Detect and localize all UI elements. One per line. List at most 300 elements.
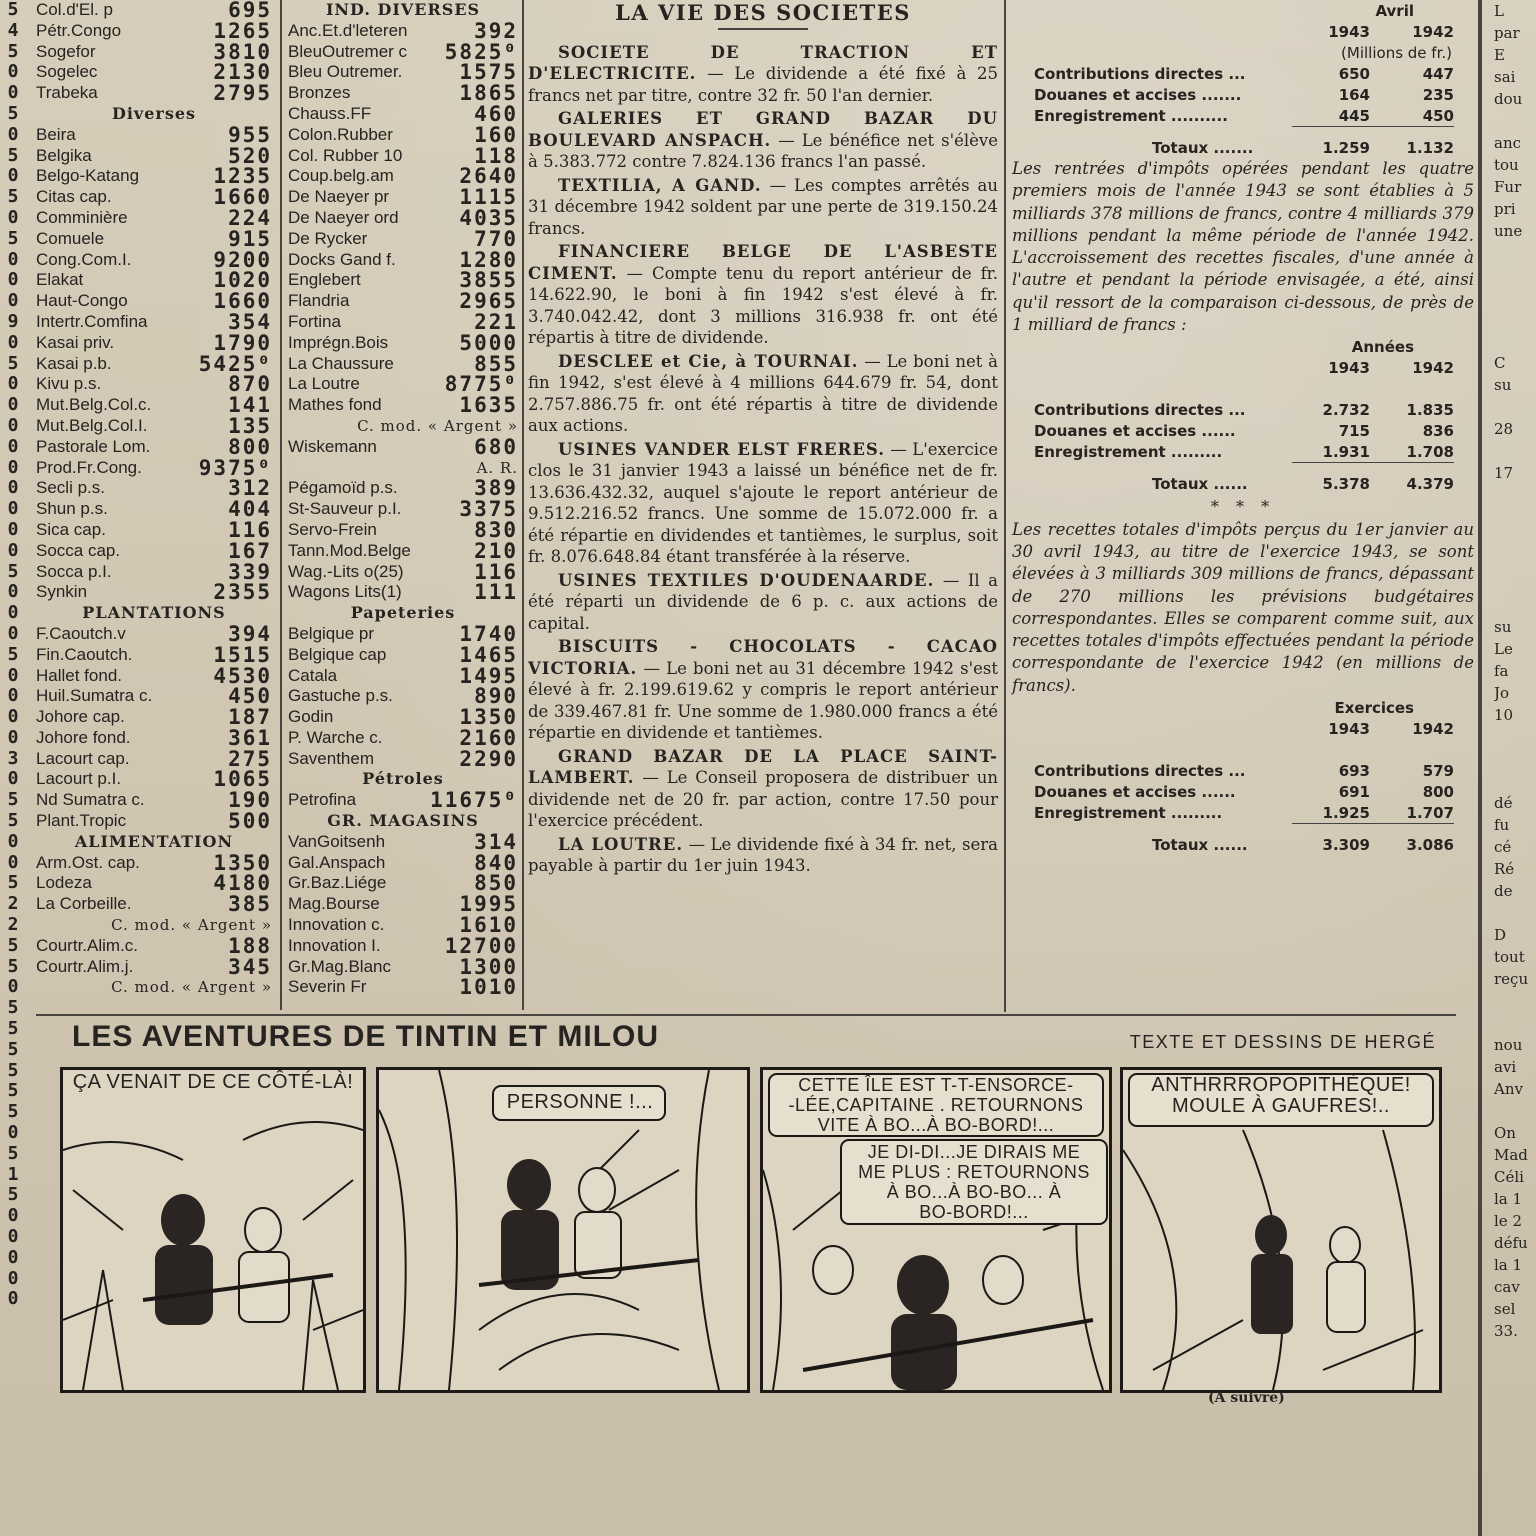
cut-text-fragment <box>1494 594 1536 616</box>
stock-row <box>36 18 272 43</box>
company-name: USINES VANDER ELST FRERES. <box>558 439 885 459</box>
value-cell: 693 <box>1338 762 1370 781</box>
stock-row <box>36 309 272 334</box>
stock-row <box>288 873 518 894</box>
stock-row <box>36 205 272 230</box>
stock-name: Gr.Mag.Blanc <box>288 956 391 976</box>
stock-name: Flandria <box>288 291 350 311</box>
stock-row <box>36 122 272 147</box>
stock-name: Sogelec <box>36 62 98 82</box>
cut-neighbour-column <box>1494 0 1536 1536</box>
cut-text-fragment: 17 <box>1494 464 1514 482</box>
table-row <box>1012 420 1474 441</box>
table-row <box>1012 760 1474 781</box>
cut-text-fragment: tou <box>1494 156 1519 174</box>
stock-name: Comminière <box>36 207 128 227</box>
stock-row <box>288 309 518 334</box>
stock-name: P. Warche c. <box>288 727 383 747</box>
stock-price: 224 <box>228 205 272 230</box>
bubble-line: VITE À BO...À BO-BORD!... <box>817 1115 1055 1135</box>
stock-name: Secli p.s. <box>36 478 105 498</box>
stock-price: 1020 <box>213 268 272 293</box>
stock-name: St-Sauveur p.I. <box>288 499 402 519</box>
stock-row <box>288 434 518 459</box>
stock-name: Prod.Fr.Cong. <box>36 457 142 477</box>
stock-row <box>36 413 272 438</box>
stock-name: Kivu p.s. <box>36 374 102 394</box>
stock-name: Petrofina <box>288 790 357 810</box>
table-header: Années <box>1351 338 1414 357</box>
stock-name: Innovation c. <box>288 915 385 935</box>
stock-name: BleuOutremer c <box>288 41 408 61</box>
cut-text-fragment <box>1494 748 1536 770</box>
stock-price: 1350 <box>459 705 518 730</box>
year-label: 1942 <box>1412 720 1454 739</box>
company-name: TEXTILIA, A GAND. <box>558 175 762 195</box>
stock-name: Hallet fond. <box>36 665 122 685</box>
cut-text-fragment: pri <box>1494 200 1516 218</box>
stock-row <box>36 725 272 750</box>
row-label: Contributions directes ... <box>1034 65 1246 83</box>
comic-panel-4 <box>1120 1067 1442 1393</box>
cut-text-fragment <box>1494 770 1536 792</box>
stock-name: Belgique cap <box>288 644 387 664</box>
stock-row <box>288 205 518 230</box>
row-label: Douanes et accises ...... <box>1034 783 1236 802</box>
stock-name: Mut.Belg.Col.I. <box>36 415 148 435</box>
stock-name: Kasai priv. <box>36 332 115 352</box>
stock-name: F.Caoutch.v <box>36 623 126 643</box>
stock-price: 187 <box>228 705 272 730</box>
stock-name: Wagons Lits(1) <box>288 582 402 602</box>
stock-row <box>288 829 518 854</box>
stock-price: 2795 <box>213 81 272 106</box>
stock-price: 2640 <box>459 164 518 189</box>
stock-price: 1465 <box>459 642 518 667</box>
section-rule <box>36 1014 1456 1016</box>
spacer <box>1012 378 1474 399</box>
year-label: 1943 <box>1328 359 1370 378</box>
stock-name: Huil.Sumatra c. <box>36 686 153 706</box>
cut-text-fragment: 33. <box>1494 1322 1518 1340</box>
stock-row <box>288 291 518 312</box>
comic-panel-3 <box>760 1067 1112 1393</box>
company-notice <box>528 570 998 635</box>
company-name: GRAND BAZAR DE LA PLACE SAINT-LAMBERT. <box>528 746 998 787</box>
stock-name: Socca p.I. <box>36 561 112 581</box>
stock-row <box>288 247 518 272</box>
stock-name: Haut-Congo <box>36 291 128 311</box>
stock-row <box>36 663 272 688</box>
stock-column-1 <box>36 0 272 998</box>
stock-row <box>36 395 272 416</box>
comic-panel-2 <box>376 1067 750 1393</box>
company-name: BISCUITS - CHOCOLATS - CACAO VICTORIA. <box>528 637 998 678</box>
section-heading: Papeteries <box>350 603 456 623</box>
section-heading: GR. MAGASINS <box>327 811 479 831</box>
total-label: Totaux ....... <box>1152 139 1254 157</box>
total-value: 1.132 <box>1406 139 1454 157</box>
tax-paragraph-2: Les recettes totales d'impôts perçus du 1er janvier au 30 avril 1943, au titre de l'exercice 1943, se sont élevées à 3 milliards 309 millions de francs, dépassant de 270 millions les prévisions budgétaires correspondantes. Elles se comparent comme suit, aux recettes totales d'impôts effectuées pendant la période correspondante de l'exercice 1942 (en millions de francs). <box>1012 519 1474 695</box>
cut-text-fragment: reçu <box>1494 970 1529 988</box>
company-name: SOCIETE DE TRACTION ET D'ELECTRICITE. <box>528 42 998 83</box>
stock-price: 1610 <box>459 913 518 938</box>
speech-bubble: ÇA VENAIT DE CE CÔTÉ-LÀ! <box>72 1071 354 1093</box>
stock-price: 2290 <box>459 746 518 771</box>
stock-row <box>36 894 272 915</box>
stock-row <box>36 351 272 376</box>
company-name: FINANCIERE BELGE DE L'ASBESTE CIMENT. <box>528 242 998 283</box>
cut-text-fragment: Céli <box>1494 1168 1524 1186</box>
stock-row <box>288 790 518 811</box>
row-label: Douanes et accises ....... <box>1034 86 1242 104</box>
stock-name: Mut.Belg.Col.c. <box>36 395 152 415</box>
stock-name: Docks Gand f. <box>288 249 396 269</box>
bubble-line: CETTE ÎLE EST T-T-ENSORCE- <box>798 1075 1074 1095</box>
tax-paragraph-1: Les rentrées d'impôts opérées pendant les quatre premiers mois de l'année 1943 se sont établies à 5 milliards 378 millions de francs, contre 4 milliards 379 millions pendant la même période de l'année 1942. L'accroissement des recettes fiscales, d'une année à l'autre et pendant la période envisagée, a été, ainsi qu'il ressort de la comparaison ci-dessous, de près de 1 milliard de francs : <box>1012 159 1474 335</box>
cut-text-fragment: la 1 <box>1494 1256 1523 1274</box>
value-cell: 1.931 <box>1322 443 1370 462</box>
value-cell: 836 <box>1422 422 1454 441</box>
stock-row <box>36 166 272 187</box>
stock-name: Gastuche p.s. <box>288 686 393 706</box>
stock-price: 111 <box>474 580 518 605</box>
notice-text: — Il a été réparti un dividende de 6 p. c. aux actions de capital. <box>528 570 998 633</box>
stock-price: 1575 <box>459 60 518 85</box>
stock-name: Fin.Caoutch. <box>36 644 133 664</box>
stock-price: 1300 <box>459 954 518 979</box>
stock-row <box>36 954 272 979</box>
year-header <box>1012 718 1474 739</box>
stock-name: La Chaussure <box>288 353 394 373</box>
cut-text-fragment <box>1494 110 1536 132</box>
stock-row <box>36 434 272 459</box>
stock-row <box>288 663 518 688</box>
cut-text-fragment <box>1494 506 1536 528</box>
stock-price: 354 <box>228 309 272 334</box>
stock-name: Sogefor <box>36 41 96 61</box>
stock-row <box>288 18 518 43</box>
stock-price: 1790 <box>213 330 272 355</box>
stock-price: 1635 <box>459 393 518 418</box>
stock-name: Saventhem <box>288 748 374 768</box>
stock-name: Mathes fond <box>288 395 382 415</box>
stock-name: La Loutre <box>288 374 360 394</box>
section-heading: ALIMENTATION <box>74 831 234 851</box>
stock-price: 1660 <box>213 289 272 314</box>
cut-text-fragment: défu <box>1494 1234 1528 1252</box>
stock-price: 5425⁰ <box>198 351 272 376</box>
stock-row <box>36 291 272 312</box>
stock-name: Shun p.s. <box>36 499 108 519</box>
row-label: Contributions directes ... <box>1034 401 1246 420</box>
stock-row <box>288 374 518 395</box>
stock-name: Pétr.Congo <box>36 20 122 40</box>
value-cell: 650 <box>1338 65 1370 83</box>
stock-name: Trabeka <box>36 83 98 103</box>
stock-row <box>288 850 518 875</box>
column-rule <box>1478 0 1482 1536</box>
stock-name: Gal.Anspach <box>288 852 386 872</box>
stock-name: Pégamoïd p.s. <box>288 478 398 498</box>
stock-name: Johore fond. <box>36 727 131 747</box>
stock-name: Citas cap. <box>36 187 112 207</box>
notice-text: — Le dividende a été fixé à 25 francs net par titre, contre 32 fr. 50 l'an dernier. <box>528 64 998 105</box>
stock-price: 167 <box>228 538 272 563</box>
bubble-line: BO-BORD!... <box>919 1202 1029 1222</box>
jungle-drawing <box>63 1070 363 1390</box>
total-value: 4.379 <box>1406 475 1454 494</box>
cut-text-fragment: dé <box>1494 794 1513 812</box>
stock-price: 1280 <box>459 247 518 272</box>
stock-row <box>288 166 518 187</box>
jungle-drawing <box>379 1070 747 1390</box>
stock-price: 800 <box>228 434 272 459</box>
row-label: Enregistrement ......... <box>1034 443 1223 462</box>
stock-price: 4180 <box>213 871 272 896</box>
bubble-line: JE DI-DI...JE DIRAIS ME <box>867 1142 1081 1162</box>
stock-price: 3810 <box>213 39 272 64</box>
company-notice <box>528 746 998 832</box>
row-label: Contributions directes ... <box>1034 762 1246 781</box>
stock-name: Elakat <box>36 270 84 290</box>
stock-name: Imprégn.Bois <box>288 332 389 352</box>
stock-name: Lodeza <box>36 873 92 893</box>
stock-row <box>36 686 272 707</box>
stock-name: Courtr.Alim.c. <box>36 935 139 955</box>
stock-price: 8775⁰ <box>444 372 518 397</box>
year-header <box>1012 357 1474 378</box>
stock-name: Englebert <box>288 270 361 290</box>
value-cell: 1.708 <box>1406 443 1454 462</box>
cut-text-fragment: Ré <box>1494 860 1515 878</box>
to-be-continued: (A suivre) <box>1208 1390 1285 1406</box>
cut-text-fragment: C <box>1494 354 1506 372</box>
cut-text-fragment: Le <box>1494 640 1513 658</box>
cut-column-digits: 5 4 5 0 0 5 0 5 0 5 0 5 0 0 0 9 0 5 0 0 0 0 0 0 0 0 0 5 0 0 0 5 0 0 0 0 3 0 5 5 0 0 5 2 2 5 5 0 5 5 5 5 5 5 0 5 1 5 0 0 0 0 0 <box>7 0 19 1310</box>
stock-row <box>36 455 272 480</box>
stock-name: De Naeyer ord <box>288 207 399 227</box>
stock-row <box>36 270 272 291</box>
stock-name: Socca cap. <box>36 540 121 560</box>
stock-row <box>288 143 518 168</box>
stock-price: 855 <box>474 351 518 376</box>
stock-price: 1065 <box>213 767 272 792</box>
year-label: 1942 <box>1412 359 1454 378</box>
stock-row <box>288 83 518 104</box>
stock-price: 695 <box>228 0 272 22</box>
bubble-line: MOULE À GAUFRES!.. <box>1172 1095 1390 1117</box>
bubble-line: À BO...À BO-BO... À <box>886 1182 1062 1202</box>
stock-name: Mag.Bourse <box>288 894 380 914</box>
stock-row <box>288 330 518 355</box>
stock-price: 830 <box>474 517 518 542</box>
stock-name: Belgo-Katang <box>36 166 140 186</box>
stock-row <box>36 83 272 104</box>
cut-text-fragment <box>1494 990 1536 1012</box>
company-notice <box>528 834 998 877</box>
stock-price: 188 <box>228 933 272 958</box>
stock-price: 9375⁰ <box>198 455 272 480</box>
notice-text: — Les comptes arrêtés au 31 décembre 1942 soldent par une perte de 319.150.24 francs. <box>528 175 998 238</box>
column-rule <box>522 0 524 1010</box>
company-notice <box>528 241 998 349</box>
stock-name: Innovation I. <box>288 935 381 955</box>
stock-row <box>36 538 272 563</box>
value-cell: 450 <box>1422 107 1454 125</box>
stock-name: Sica cap. <box>36 519 106 539</box>
cut-text-fragment: dou <box>1494 90 1523 108</box>
stock-name: Synkin <box>36 582 88 602</box>
cut-text-fragment: tout <box>1494 948 1525 966</box>
stock-price: 3855 <box>459 268 518 293</box>
cut-text-fragment <box>1494 528 1536 550</box>
cut-text-fragment <box>1494 726 1536 748</box>
bubble-line: -LÉE,CAPITAINE . RETOURNONS <box>788 1095 1084 1115</box>
stock-price: 460 <box>474 101 518 126</box>
stock-row <box>36 247 272 272</box>
stock-price: 915 <box>228 226 272 251</box>
value-cell: 2.732 <box>1322 401 1370 420</box>
table-row <box>1012 84 1474 105</box>
stock-row <box>36 850 272 875</box>
company-notice <box>528 175 998 240</box>
stock-price: 118 <box>474 143 518 168</box>
cut-text-fragment: avi <box>1494 1058 1517 1076</box>
stock-price: 1350 <box>213 850 272 875</box>
company-name: DESCLEE et Cie, à TOURNAI. <box>558 351 859 371</box>
cut-text-fragment: 10 <box>1494 706 1514 724</box>
stock-price: 275 <box>228 746 272 771</box>
cut-text-fragment: Anv <box>1494 1080 1523 1098</box>
total-label: Totaux ...... <box>1152 475 1248 494</box>
cut-text-fragment: de <box>1494 882 1513 900</box>
stock-price: 3375 <box>459 497 518 522</box>
stock-price: 389 <box>474 476 518 501</box>
stock-name: Colon.Rubber <box>288 124 393 144</box>
cut-text-fragment: Jo <box>1494 684 1510 702</box>
stock-row <box>288 270 518 291</box>
stock-name: Plant.Tropic <box>36 811 127 831</box>
stock-name: La Corbeille. <box>36 894 132 914</box>
year-label: 1942 <box>1412 23 1454 41</box>
table-row <box>1012 399 1474 420</box>
stock-note: C. mod. « Argent » <box>111 978 272 997</box>
stock-row <box>288 39 518 64</box>
company-name: GALERIES ET GRAND BAZAR DU BOULEVARD ANSPACH. <box>528 109 998 150</box>
stock-row <box>288 122 518 147</box>
cut-text-fragment: le 2 <box>1494 1212 1522 1230</box>
stock-price: 135 <box>228 413 272 438</box>
section-heading: Pétroles <box>362 769 444 789</box>
stock-row <box>288 351 518 376</box>
stock-note: A. R. <box>476 458 518 477</box>
stock-name: Nd Sumatra c. <box>36 790 145 810</box>
value-cell: 164 <box>1338 86 1370 104</box>
cut-text-fragment: su <box>1494 618 1512 636</box>
stock-name: Anc.Et.d'leteren <box>288 20 408 40</box>
year-label: 1943 <box>1328 23 1370 41</box>
section-stars: * * * <box>1210 497 1276 517</box>
stock-name: Lacourt p.I. <box>36 769 122 789</box>
stock-name: Fortina <box>288 311 341 331</box>
stock-name: De Naeyer pr <box>288 187 390 207</box>
comic-title: LES AVENTURES DE TINTIN ET MILOU <box>72 1020 660 1053</box>
stock-name: Beira <box>36 124 76 144</box>
table-row <box>1012 802 1474 823</box>
total-value: 3.309 <box>1322 836 1370 855</box>
value-cell: 715 <box>1338 422 1370 441</box>
stock-name: Belgika <box>36 145 92 165</box>
stock-price: 1740 <box>459 621 518 646</box>
stock-price: 520 <box>228 143 272 168</box>
stock-name: Tann.Mod.Belge <box>288 540 411 560</box>
cut-text-fragment <box>1494 572 1536 594</box>
stock-price: 392 <box>474 18 518 43</box>
total-label: Totaux ...... <box>1152 836 1248 855</box>
cut-text-fragment <box>1494 902 1536 924</box>
value-cell: 579 <box>1422 762 1454 781</box>
stock-row <box>288 894 518 915</box>
stock-row <box>288 933 518 958</box>
comic-panel-1 <box>60 1067 366 1393</box>
speech-bubble <box>843 1142 1105 1222</box>
stock-name: Cong.Com.I. <box>36 249 132 269</box>
stock-price: 12700 <box>444 933 518 958</box>
cut-text-fragment <box>1494 308 1536 330</box>
stock-row <box>288 686 518 707</box>
value-cell: 235 <box>1422 86 1454 104</box>
stock-price: 394 <box>228 621 272 646</box>
stock-row <box>288 499 518 520</box>
cut-text-fragment: anc <box>1494 134 1522 152</box>
row-label: Douanes et accises ...... <box>1034 422 1236 441</box>
cut-text-fragment: Fur <box>1494 178 1522 196</box>
title-rule <box>718 28 808 30</box>
stock-price: 1865 <box>459 81 518 106</box>
year-label: 1943 <box>1328 720 1370 739</box>
value-cell: 445 <box>1338 107 1370 125</box>
table-row <box>1012 105 1474 126</box>
stock-row <box>288 707 518 728</box>
stock-name: Catala <box>288 665 338 685</box>
cut-text-fragment: cav <box>1494 1278 1520 1296</box>
notice-text: — Le bénéfice net s'élève à 5.383.772 contre 7.824.136 francs l'an passé. <box>528 130 998 171</box>
speech-bubble <box>1131 1075 1431 1117</box>
cut-text-fragment: sai <box>1494 68 1516 86</box>
value-cell: 800 <box>1422 783 1454 802</box>
stock-row <box>288 621 518 646</box>
stock-row <box>288 226 518 251</box>
notice-text: — Le boni net à fin 1942, s'est élevé à 4 millions 644.679 fr. 54, dont 2.757.886.75 fr. ont été répartis à titre de dividende aux actions. <box>528 351 998 435</box>
stock-name: Kasai p.b. <box>36 353 112 373</box>
stock-name: Chauss.FF <box>288 103 372 123</box>
stock-row <box>288 559 518 584</box>
stock-price: 1995 <box>459 892 518 917</box>
stock-row <box>36 559 272 584</box>
total-value: 5.378 <box>1322 475 1370 494</box>
stock-price: 500 <box>228 809 272 834</box>
stock-price: 1495 <box>459 663 518 688</box>
bubble-line: ME PLUS : RETOURNONS <box>858 1162 1090 1182</box>
column-rule <box>280 0 282 1010</box>
table-row <box>1012 781 1474 802</box>
value-cell: 691 <box>1338 783 1370 802</box>
notice-text: — Compte tenu du report antérieur de fr. 14.622.90, le boni à fin 1942 s'est élevé à fr. 3.740.042.42, dont 3 millions 316.938 fr. ont été répartis à titre de dividende. <box>528 263 998 347</box>
cut-text-fragment <box>1494 264 1536 286</box>
comic-credit: TEXTE ET DESSINS DE HERGÉ <box>1129 1032 1436 1052</box>
stock-price: 312 <box>228 476 272 501</box>
